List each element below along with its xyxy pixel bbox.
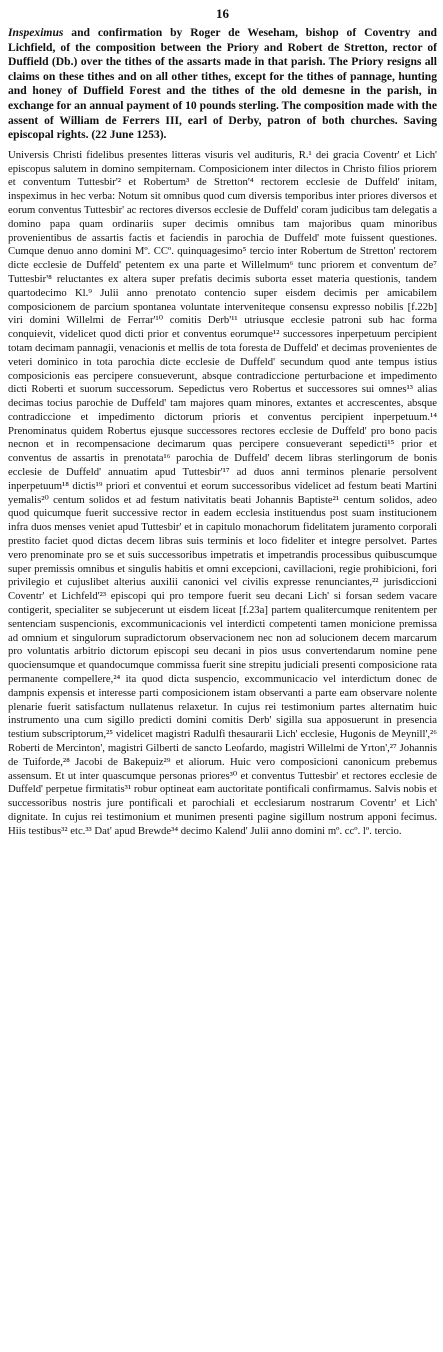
summary-text: and confirmation by Roger de Weseham, bishop of Coventry and Lichfield, of the composition between the Priory and Robert de Stretton, rector of Duffield (Db.) over the tithes of the assarts made in that parish. The Priory resigns all claims on these tithes and on all other tithes, except for the tithes of pannage, hunting and honey of Duffield Forest and the tithes of the old demesne in the parish, in exchange for an annual payment of 10 pounds sterling. The composition made with the assent of William de Ferrers III, earl of Derby, patron of both churches. Saving episcopal rights. (22 June 1253). xyxy=(8,26,437,142)
summary-lead-word: Inspeximus xyxy=(8,26,64,39)
charter-latin-text: Universis Christi fidelibus presentes litteras visuris vel audituris, R.¹ dei gracia Coventr' et Lich' episcopus salutem in domino sempiternam. Composicionem inter dilectos in Christo filios priorem et conventum Tuttesbir'² et Robertum³ de Stretton'⁴ rectorem ecclesie de Duffeld' initam, inspeximus in hec verba: Notum sit omnibus quod cum diversis temporibus inter priores diversos et eorum conventus Tuttesbir' ac rectores diversos ecclesie de Duffeld' coram judicibus tam delegatis a domino papa quam ordinariis super decimis omnibus tam majoribus quam minoribus provenientibus de assartis factis et faciendis in parochia de Duffeld' mote fuissent questiones. Cumque denuo anno domini Mº. CCº. quinquagesimo⁵ tercio inter Robertum de Stretton' rectorem dicte ecclesie de Duffeld' petentem ex una parte et Willelmum⁶ tunc priorem et conventum de⁷ Tuttesbir'⁸ reluctantes ex altera super prefatis decimis suborta esset materia questionis, tandem quartodecimo Kl.⁹ Julii anno prenotato contencio super eisdem decimis per amicabilem composicionem de parcium spontanea voluntate interveniteque consensu expresso nobilis [f.22b] viri domini Willelmi de Ferrar'¹⁰ comitis Derb'¹¹ utriusque ecclesie patroni sub hac forma conquievit, videlicet quod dicti prior et conventus eorumque¹² successores inperpetuum percipient totam decimam pannagii, venacionis et mellis de tota foresta de Duffeld' et decimas provenientes de veteri dominico in tota parochia dicte ecclesie de Duffeld' secundum quod ante tempus istius composicionis eas percipere consueverunt, absque contradiccione perturbacione et impedimento dicti Roberti et suorum successorum. Sepedictus vero Robertus et successores sui omnes¹³ alias decimas tocius parochie de Duffeld' tam majores quam minores, extantes et accrescentes, absque contradiccione et impedimento dictorum prioris et conventus percipient inperpetuum.¹⁴ Prenominatus quidem Robertus ejusque successores rectores ecclesie de Duffeld' pro bono pacis necnon et in recompensacione decimarum quas percipere consueverant sepedicti¹⁵ prior et conventus de assartis in prenotata¹⁶ parochia de Duffeld' decem libras sterlingorum de bonis ecclesie de Duffeld' annuatim apud Tuttesbir'¹⁷ ad duos anni terminos plenarie persolvent inperpetuum¹⁸ dictis¹⁹ priori et conventui et eorum successoribus videlicet ad festum beati Martini yemalis²⁰ centum solidos et ad festum nativitatis beati Johannis Baptiste²¹ centum solidos, adeo quod quicumque fuerit successive rector in eadem ecclesia instituendus post suam institucionem infra duos menses veniet apud Tuttesbir' et in capitulo monachorum fidelitatem juramento corporali prestito faciet quod dictas decem libras suis terminis et loco fideliter et integre persolvet. Partes vero prenominate pro se et suis successoribus impetratis et impetrandis processibus quibuscumque super premissis omnibus et singulis habitis et omni excepcioni, cavillacioni, regie prohibicioni, fori privilegio et cujuslibet alterius auxilii canonici vel civilis expresse renunciantes,²² jurisdiccioni Coventr' et Lichfeld'²³ episcopi qui pro tempore fuerit seu decani Lich' si forsan sedem vacare contigerit, specialiter se subjecerunt ut eisdem liceat [f.23a] partem qualitercumque renitentem per sentenciam suspencionis, excommunicacionis vel interdicti competenti tamen monicione premissa ad omnium et singulorum supradictorum observacionem nec non ad solucionem decem marcarum pro voluntatis arbitrio dictorum episcopi seu decani in pios usus convertendarum nomine pene quociensumque et quandocumque commissa fuerit sine strepitu judiciali presenti composicione rata permanente compellere,²⁴ ita quod dicta suspencio, excommunicacio vel interdictum donec de dampnis expensis et interesse parti composicionem istam observanti a parte eam observare nolente plenarie fuerit satisfactum nullatenus relaxetur. In cujus rei testimonium partes alternatim huic instrumento una cum sigillo predicti domini comitis Derb' sigilla sua apposuerunt in presencia testium subscriptorum,²⁵ videlicet magistri Radulfi thesaurarii Lich' ecclesie, Hugonis de Meynill',²⁶ Roberti de Mercinton', magistri Gilberti de sancto Leofardo, magistri Willelmi de Yrton',²⁷ Johannis de Tuiforde,²⁸ Jacobi de Bakepuiz²⁹ et aliorum. Huic vero composicioni canonicum prebemus assensum. Et ut inter quascumque personas priores³⁰ et conventus Tuttesbir' et rectores ecclesie de Duffeld' perpetue firmitatis³¹ robur optineat eam auctoritate pontificali confirmamus. Salvis nobis et successoribus nostris jure pontificali et parochiali et ecclesiarum nostrarum Coventr' et Lich' dignitate. In cujus rei testimonium et munimen presenti pagine sigillum nostrum apponi fecimus. Hiis testibus³² etc.³³ Dat' apud Brewde³⁴ decimo Kalend' Julii anno domini mº. ccº. lº. tercio. xyxy=(8,148,437,837)
page-number: 16 xyxy=(216,6,229,21)
charter-summary xyxy=(8,26,437,143)
